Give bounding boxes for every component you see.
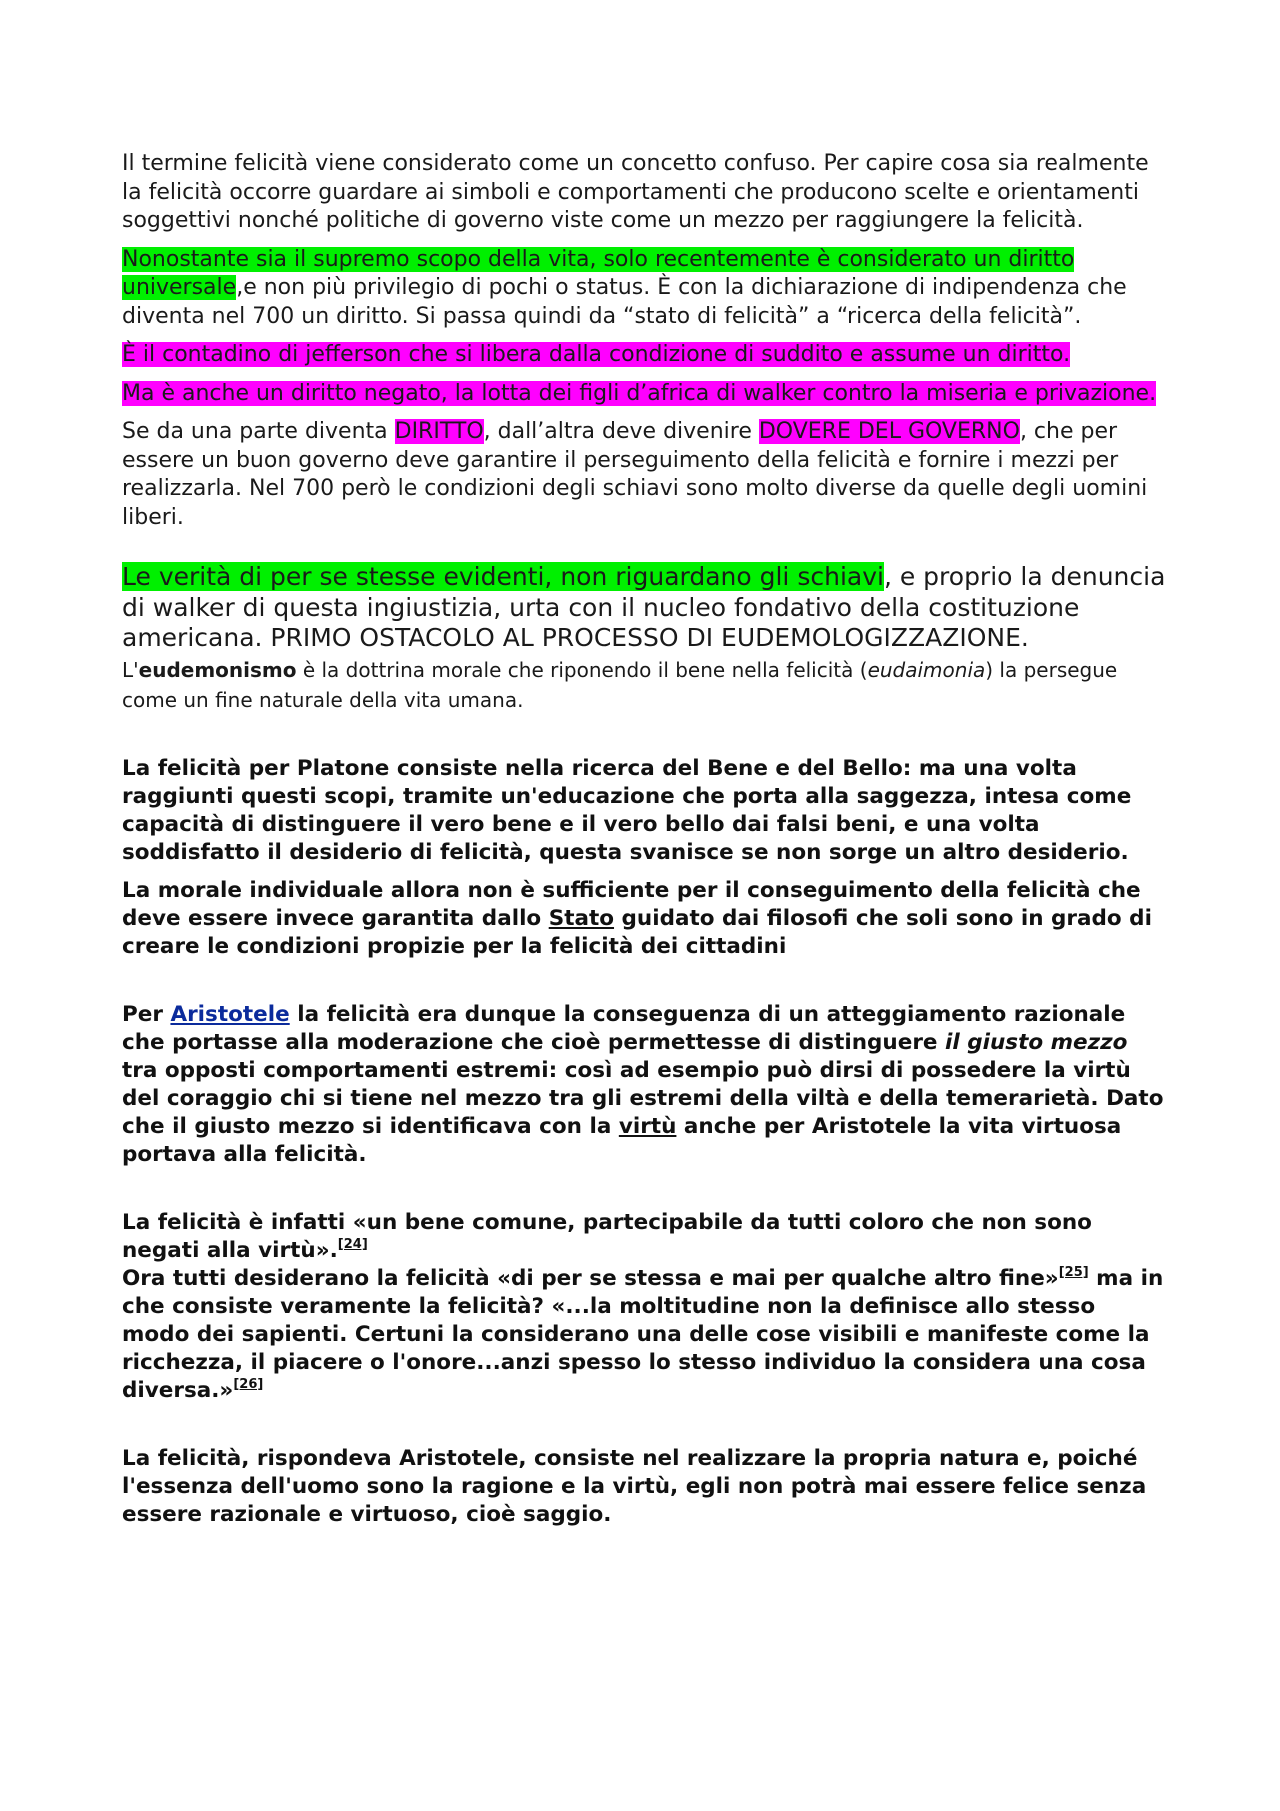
paragraph-individual-morality — [122, 877, 1167, 961]
eudaimonia-term: eudaimonia — [867, 657, 986, 682]
document-body — [122, 150, 1167, 1529]
paragraph-aristotle — [122, 1001, 1167, 1169]
paragraph-aristotle-text-3: tra opposti comportamenti estremi: così ad esempio può dirsi di possedere la virtù del coraggio chi si tiene nel mezzo tra gli estremi della viltà e della temerarietà. Dato che il giusto mezzo si identificava con la — [122, 1057, 1164, 1139]
paragraph-plato — [122, 755, 1167, 867]
highlight-diritto: DIRITTO — [394, 419, 484, 444]
eudemonism-definition-lead: L' — [122, 657, 139, 682]
paragraph-plato-text: La felicità per Platone consiste nella ricerca del Bene e del Bello: ma una volta raggiunti questi scopi, tramite un'educazione che porta alla saggezza, intesa come capacità di distinguere il vero bene e il vero bello dai falsi beni, e una volta soddisfatto il desiderio di felicità, questa svanisce se non sorge un altro desiderio. — [122, 755, 1132, 865]
link-virtu[interactable]: virtù — [618, 1113, 677, 1139]
paragraph-aristotle-answer — [122, 1445, 1167, 1529]
paragraph-common-good-text-1: La felicità è infatti «un bene comune, partecipabile da tutti coloro che non sono negati alla virtù». — [122, 1209, 1092, 1263]
paragraph-jefferson — [122, 341, 1167, 370]
paragraph-aristotle-answer-text: La felicità, rispondeva Aristotele, consiste nel realizzare la propria natura e, poiché l'essenza dell'uomo sono la ragione e la virtù, egli non potrà mai essere felice senza essere razionale e virtuoso, cioè saggio. — [122, 1445, 1147, 1527]
link-stato[interactable]: Stato — [548, 905, 615, 931]
paragraph-aristotle-text-2: la felicità era dunque la conseguenza di un atteggiamento razionale che portasse alla moderazione che cioè permettesse di distinguere — [122, 1001, 1126, 1055]
paragraph-right-duty-text-3: , che per essere un buon governo deve garantire il perseguimento della felicità e fornire i mezzi per realizzarla. Nel 700 però le condizioni degli schiavi sono molto diverse da quelle degli uomini liberi. — [122, 419, 1148, 530]
highlight-walker: Ma è anche un diritto negato, la lotta dei figli d’africa di walker contro la miseria e privazione. — [122, 380, 1157, 406]
highlight-dovere-del-governo: DOVERE DEL GOVERNO — [758, 419, 1020, 444]
paragraph-aristotle-text-4: anche per Aristotele la vita virtuosa portava alla felicità. — [122, 1113, 1122, 1167]
paragraph-individual-morality-text-1: La morale individuale allora non è sufficiente per il conseguimento della felicità che deve essere invece garantita dallo — [122, 877, 1141, 931]
paragraph-common-good — [122, 1209, 1167, 1405]
paragraph-intro-text: Il termine felicità viene considerato come un concetto confuso. Per capire cosa sia realmente la felicità occorre guardare ai simboli e comportamenti che producono scelte e orientamenti soggettivi nonché politiche di governo viste come un mezzo per raggiungere la felicità. — [122, 151, 1149, 233]
eudemonism-definition-mid: è la dottrina morale che riponendo il bene nella felicità ( — [296, 657, 868, 682]
paragraph-walker — [122, 380, 1167, 409]
link-aristotele[interactable]: Aristotele — [170, 1001, 290, 1027]
reference-24[interactable]: [24] — [337, 1236, 368, 1252]
paragraph-individual-morality-text-2: guidato dai filosofi che soli sono in grado di creare le condizioni propizie per la felicità dei cittadini — [122, 905, 1152, 959]
eudemonism-term: eudemonismo — [138, 657, 297, 682]
reference-25[interactable]: [25] — [1058, 1264, 1089, 1280]
paragraph-aristotle-text-1: Per — [122, 1001, 171, 1027]
highlight-jefferson: È il contadino di jefferson che si libera dalla condizione di suddito e assume un diritto. — [122, 342, 1071, 367]
eudemonism-definition — [122, 658, 1117, 713]
paragraph-universal-right — [122, 246, 1167, 332]
paragraph-intro — [122, 150, 1167, 236]
paragraph-common-good-text-3: ma in che consiste veramente la felicità? «...la moltitudine non la definisce allo stesso modo dei sapienti. Certuni la considerano una delle cose visibili e manifeste come la ricchezza, il piacere o l'onore...anzi spesso lo stesso individuo la considera una cosa diversa.» — [122, 1265, 1164, 1403]
paragraph-self-evident-truths-text: , e proprio la denuncia di walker di questa ingiustizia, urta con il nucleo fondativo della costituzione americana. PRIMO OSTACOLO AL PROCESSO DI EUDEMOLOGIZZAZIONE. — [122, 562, 1166, 652]
giusto-mezzo-term: il giusto mezzo — [944, 1029, 1128, 1055]
paragraph-common-good-text-2: Ora tutti desiderano la felicità «di per se stessa e mai per qualche altro fine» — [122, 1265, 1059, 1291]
eudemonism-definition-end: ) la persegue come un fine naturale della vita umana. — [122, 657, 1118, 712]
highlight-universal-right: Nonostante sia il supremo scopo della vita, solo recentemente è considerato un diritto universale — [122, 246, 1075, 300]
paragraph-universal-right-text: ,e non più privilegio di pochi o status. È con la dichiarazione di indipendenza che diventa nel 700 un diritto. Si passa quindi da “stato di felicità” a “ricerca della felicità”. — [122, 275, 1127, 329]
paragraph-right-duty-text-1: Se da una parte diventa — [122, 419, 395, 444]
paragraph-right-duty — [122, 418, 1167, 532]
paragraph-right-duty-text-2: , dall’altra deve divenire — [483, 419, 759, 444]
reference-26[interactable]: [26] — [233, 1376, 264, 1392]
paragraph-self-evident-truths — [122, 562, 1167, 715]
highlight-self-evident-truths: Le verità di per se stesse evidenti, non riguardano gli schiavi — [122, 562, 884, 591]
